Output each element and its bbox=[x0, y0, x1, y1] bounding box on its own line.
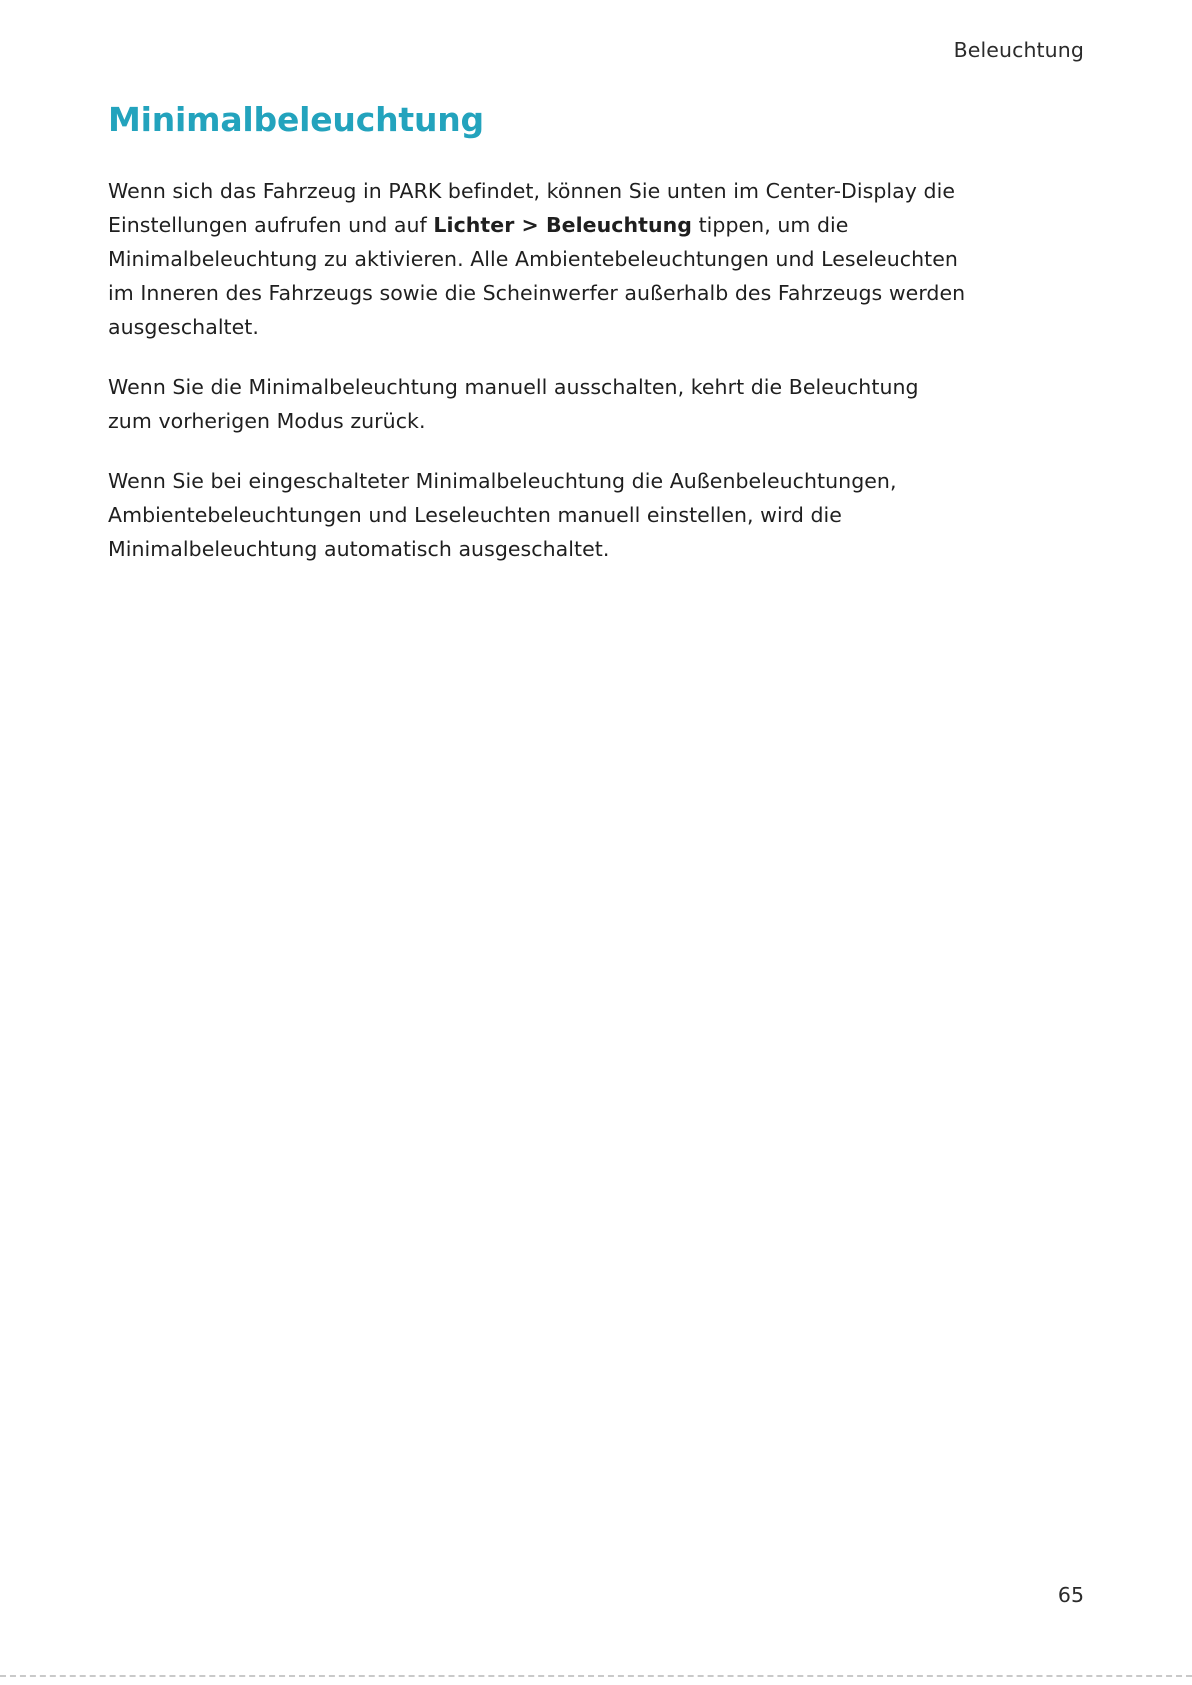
footer-divider bbox=[0, 1675, 1192, 1677]
page-number: 65 bbox=[1057, 1583, 1084, 1607]
page-content bbox=[108, 100, 968, 566]
inline-text: Wenn sich das Fahrzeug in PARK befindet, können Sie unten im Center-Display die Einstellungen aufrufen und auf bbox=[108, 178, 955, 237]
running-head: Beleuchtung bbox=[953, 38, 1084, 62]
body-paragraph bbox=[108, 464, 968, 566]
body-paragraph bbox=[108, 174, 968, 344]
page-title: Minimalbeleuchtung bbox=[108, 100, 484, 139]
inline-text: Wenn Sie die Minimalbeleuchtung manuell ausschalten, kehrt die Beleuchtung zum vorherigen Modus zurück. bbox=[108, 374, 919, 433]
inline-text: Wenn Sie bei eingeschalteter Minimalbeleuchtung die Außenbeleuchtungen, Ambientebeleuchtungen und Leseleuchten manuell einstellen, wird die Minimalbeleuchtung automatisch ausgeschaltet. bbox=[108, 468, 897, 561]
inline-text: tippen, um die Minimalbeleuchtung zu aktivieren. Alle Ambientebeleuchtungen und Leseleuchten im Inneren des Fahrzeugs sowie die Scheinwerfer außerhalb des Fahrzeugs werden ausgeschaltet. bbox=[108, 212, 966, 339]
inline-bold-text: Lichter > Beleuchtung bbox=[433, 212, 692, 237]
body-paragraphs bbox=[108, 174, 968, 566]
body-paragraph bbox=[108, 370, 968, 438]
